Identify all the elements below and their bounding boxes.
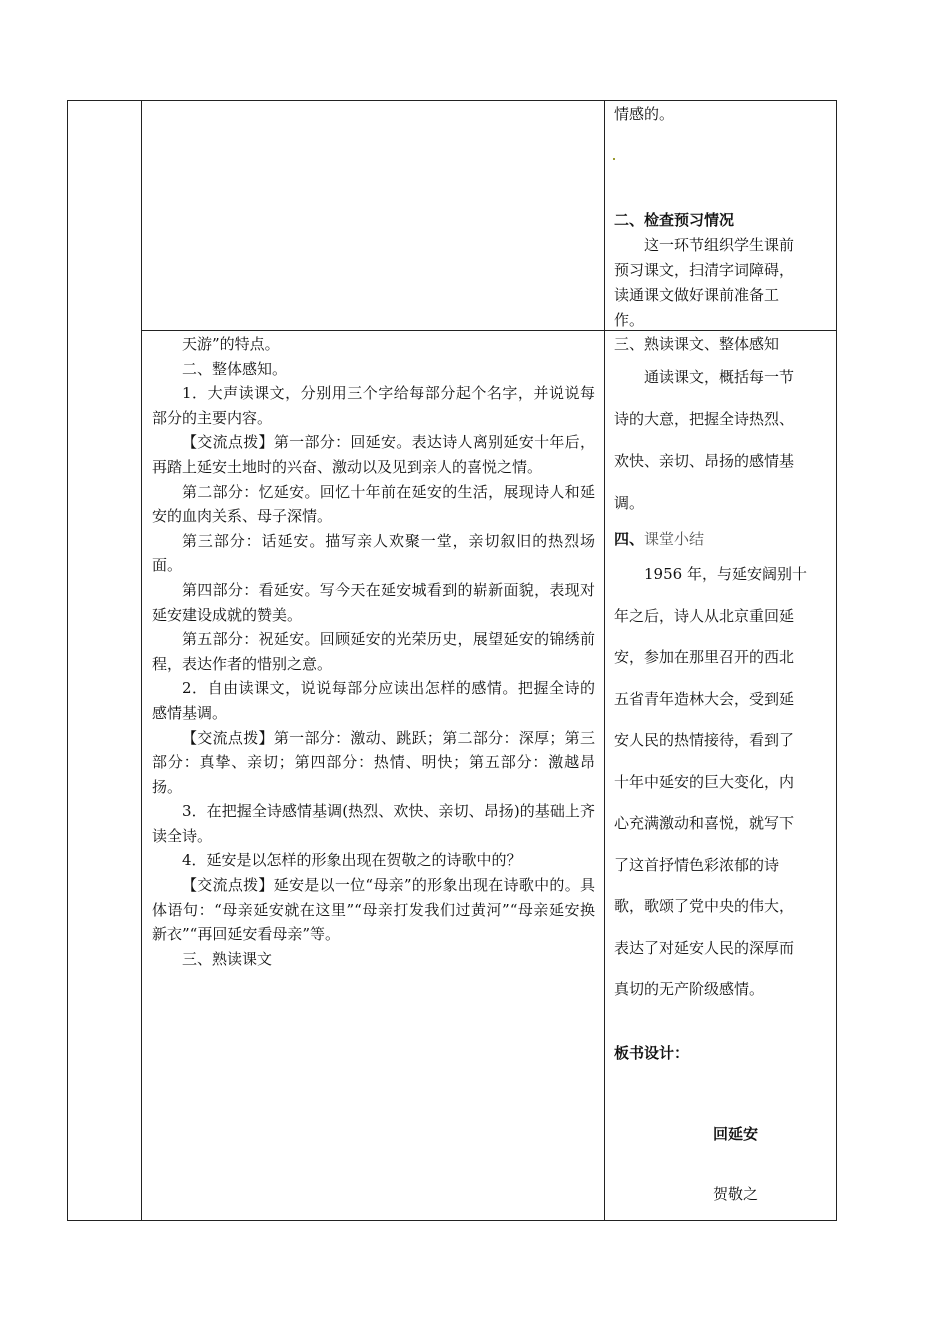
paragraph: 【交流点拨】第一部分：激动、跳跃；第二部分：深厚；第三部分：真挚、亲切；第四部分：热情、明快；第五部分：激越昂扬。 — [152, 728, 595, 796]
text-line: 预习课文，扫清字词障碍， — [614, 261, 795, 279]
text-line: 诗的大意，把握全诗热烈、 — [614, 410, 795, 428]
text-line: 真切的无产阶级感情。 — [614, 980, 765, 998]
table-left-border — [67, 100, 68, 1221]
paragraph: 3．在把握全诗感情基调(热烈、欢快、亲切、昂扬)的基础上齐读全诗。 — [152, 802, 595, 845]
column-divider-1 — [141, 100, 142, 1221]
paragraph: 第三部分：话延安。描写亲人欢聚一堂，亲切叙旧的热烈场面。 — [152, 531, 595, 575]
section-heading — [614, 524, 829, 554]
text-line: 情感的。 — [614, 105, 675, 123]
table-bottom-border — [67, 1220, 837, 1221]
text-line: 这一环节组织学生课前 — [644, 236, 795, 254]
text-line: 作。 — [614, 311, 645, 329]
paragraph: 第二部分：忆延安。回忆十年前在延安的生活，展现诗人和延安的血肉关系、母子深情。 — [152, 482, 595, 526]
paragraph: 2．自由读课文，说说每部分应读出怎样的感情。把握全诗的感情基调。 — [152, 679, 595, 722]
paragraph: 【交流点拨】延安是以一位“母亲”的形象出现在诗歌中的。具体语句：“母亲延安就在这里”“母亲打发我们过黄河”“母亲延安换新衣”“再回延安看母亲”等。 — [152, 876, 595, 944]
column-divider-2 — [604, 100, 605, 1221]
paragraph: 第五部分：祝延安。回顾延安的光荣历史，展望延安的锦绣前程，表达作者的惜别之意。 — [152, 630, 595, 673]
paragraph: 三、熟读课文 — [182, 949, 273, 968]
heading-text: 课堂小结 — [644, 530, 705, 548]
text-line: 五省青年造林大会，受到延 — [614, 689, 795, 708]
paragraph: 二、整体感知。 — [182, 359, 288, 378]
text-line: 了这首抒情色彩浓郁的诗 — [614, 855, 780, 874]
paragraph: 天游”的特点。 — [182, 335, 280, 353]
text-line: 心充满激动和喜悦，就写下 — [614, 814, 795, 832]
text-line: 通读课文，概括每一节 — [644, 368, 795, 386]
lesson-content-cell — [152, 332, 595, 971]
table-top-border — [67, 100, 837, 101]
text-line: 十年中延安的巨大变化，内 — [614, 772, 795, 791]
paragraph: 【交流点拨】第一部分：回延安。表达诗人离别延安十年后，再踏上延安土地时的兴奋、激动以及见到亲人的喜悦之情。 — [152, 433, 595, 476]
text-line: 表达了对延安人民的深厚而 — [614, 938, 795, 957]
board-title: 回延安 — [713, 1124, 759, 1143]
text-line: 安，参加在那里召开的西北 — [614, 648, 795, 666]
paragraph: 第四部分：看延安。写今天在延安城看到的崭新面貌，表现对延安建设成就的赞美。 — [152, 580, 595, 624]
board-author: 贺敬之 — [713, 1184, 759, 1203]
right-top-cell — [614, 103, 829, 333]
text-line: 1956 年，与延安阔别十 — [644, 565, 807, 583]
text-line: 年之后，诗人从北京重回延 — [614, 606, 795, 625]
board-design-label: 板书设计： — [614, 1043, 690, 1062]
text-line: 欢快、亲切、昂扬的感情基 — [614, 452, 795, 470]
section-heading: 二、检查预习情况 — [614, 211, 735, 229]
paragraph: 4．延安是以怎样的形象出现在贺敬之的诗歌中的？ — [182, 851, 522, 870]
paragraph: 1．大声读课文，分别用三个字给每部分起个名字，并说说每部分的主要内容。 — [152, 384, 595, 427]
text-line: 读通课文做好课前准备工 — [614, 286, 780, 304]
text-line: 歌，歌颂了党中央的伟大， — [614, 897, 795, 915]
text-line: 安人民的热情接待，看到了 — [614, 731, 795, 749]
table-right-border — [836, 100, 837, 1221]
decorative-dot — [613, 158, 615, 160]
right-bottom-cell — [614, 332, 829, 1206]
section-heading: 三、熟读课文、整体感知 — [614, 335, 780, 353]
text-line: 调。 — [614, 494, 645, 512]
heading-number: 四、 — [614, 530, 645, 548]
